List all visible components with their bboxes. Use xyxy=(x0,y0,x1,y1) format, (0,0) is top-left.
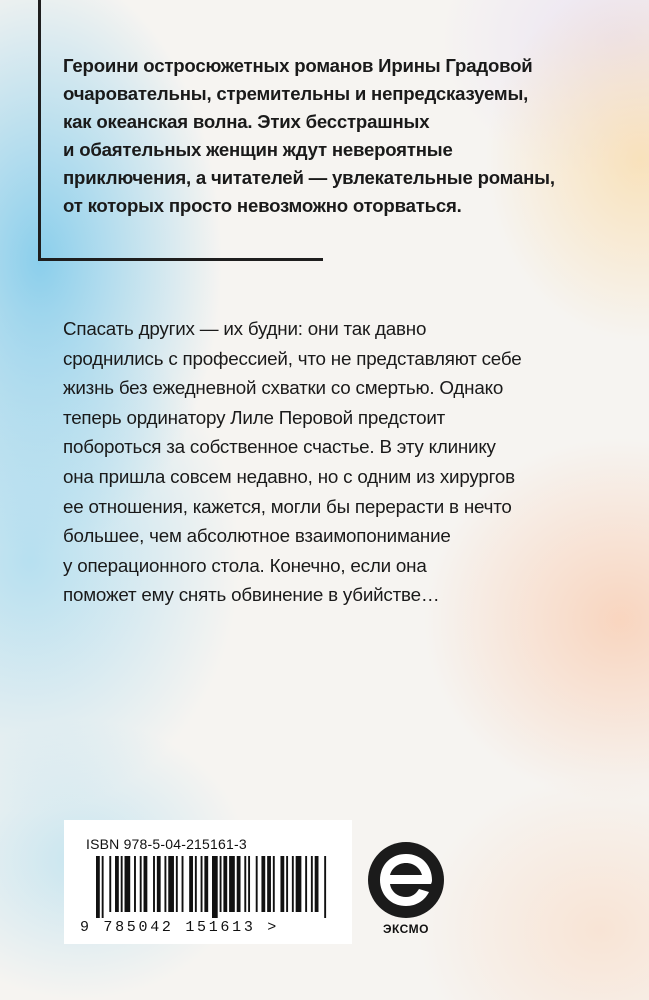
description-line: поможет ему снять обвинение в убийстве… xyxy=(63,584,440,606)
barcode-bar xyxy=(286,856,288,912)
description-line: у операционного стола. Конечно, если она xyxy=(63,554,427,576)
barcode-image xyxy=(96,856,328,918)
intro-line: Героини остросюжетных романов Ирины Градовой xyxy=(63,55,533,76)
barcode-bar xyxy=(273,856,275,912)
barcode-bar xyxy=(204,856,208,912)
description-line: сроднились с профессией, что не представляют себе xyxy=(63,347,522,369)
barcode-bar xyxy=(153,856,155,912)
barcode-bar xyxy=(324,856,326,918)
description-line: Спасать других — их будни: они так давно xyxy=(63,318,427,339)
barcode-bar xyxy=(296,856,302,912)
intro-line: как океанская волна. Этих бесстрашных xyxy=(63,111,430,132)
barcode-bar xyxy=(305,856,307,912)
publisher-name: ЭКСМО xyxy=(382,922,430,936)
intro-line: приключения, а читателей — увлекательные романы, xyxy=(63,167,555,188)
intro-line: и обаятельных женщин ждут невероятные xyxy=(63,139,453,160)
description-line: большее, чем абсолютное взаимопонимание xyxy=(63,525,451,547)
barcode-bar xyxy=(315,856,319,912)
barcode-bar xyxy=(220,856,222,912)
isbn-label: ISBN 978-5-04-215161-3 xyxy=(86,836,247,852)
description-line: теперь ординатору Лиле Перовой предстоит xyxy=(63,406,446,428)
barcode-bar xyxy=(248,856,250,912)
barcode-bar xyxy=(244,856,246,912)
barcode-bar xyxy=(267,856,271,912)
isbn-barcode-box xyxy=(64,820,352,944)
barcode-bar xyxy=(157,856,161,912)
description-line: побороться за собственное счастье. В эту клинику xyxy=(63,436,496,458)
barcode-bar xyxy=(311,856,313,912)
intro-line: от которых просто невозможно оторваться. xyxy=(63,195,462,216)
barcode-bar xyxy=(115,856,119,912)
barcode-digits: 9 785042 151613 > xyxy=(80,919,279,936)
eksmo-e-logo-icon xyxy=(366,840,446,920)
barcode-bar xyxy=(229,856,235,912)
barcode-bar xyxy=(280,856,284,912)
barcode-bar xyxy=(96,856,100,918)
description-line: жизнь без ежедневной схватки со смертью. Однако xyxy=(63,377,504,399)
barcode-bar xyxy=(102,856,104,918)
barcode-bar xyxy=(121,856,123,912)
barcode-bar xyxy=(261,856,265,912)
series-intro xyxy=(63,52,623,220)
barcode-bar xyxy=(189,856,193,912)
barcode-bar xyxy=(125,856,131,912)
barcode-bar xyxy=(168,856,174,912)
barcode-bar xyxy=(144,856,148,912)
barcode-bar xyxy=(212,856,218,918)
barcode-bar xyxy=(140,856,142,912)
barcode-bar xyxy=(237,856,241,912)
barcode-bar xyxy=(223,856,227,912)
description-line: ее отношения, кажется, могли бы перерасти в нечто xyxy=(63,495,512,517)
barcode-bar xyxy=(201,856,203,912)
barcode-bar xyxy=(176,856,178,912)
intro-line: очаровательны, стремительны и непредсказуемы, xyxy=(63,83,529,104)
barcode-bar xyxy=(292,856,294,912)
barcode-bar xyxy=(256,856,258,912)
description-line: она пришла совсем недавно, но с одним из хирургов xyxy=(63,465,515,487)
barcode-bar xyxy=(182,856,184,912)
barcode-bar xyxy=(164,856,166,912)
barcode-bar xyxy=(109,856,111,912)
book-description xyxy=(63,314,633,610)
barcode-bar xyxy=(134,856,136,912)
barcode-bar xyxy=(195,856,197,912)
